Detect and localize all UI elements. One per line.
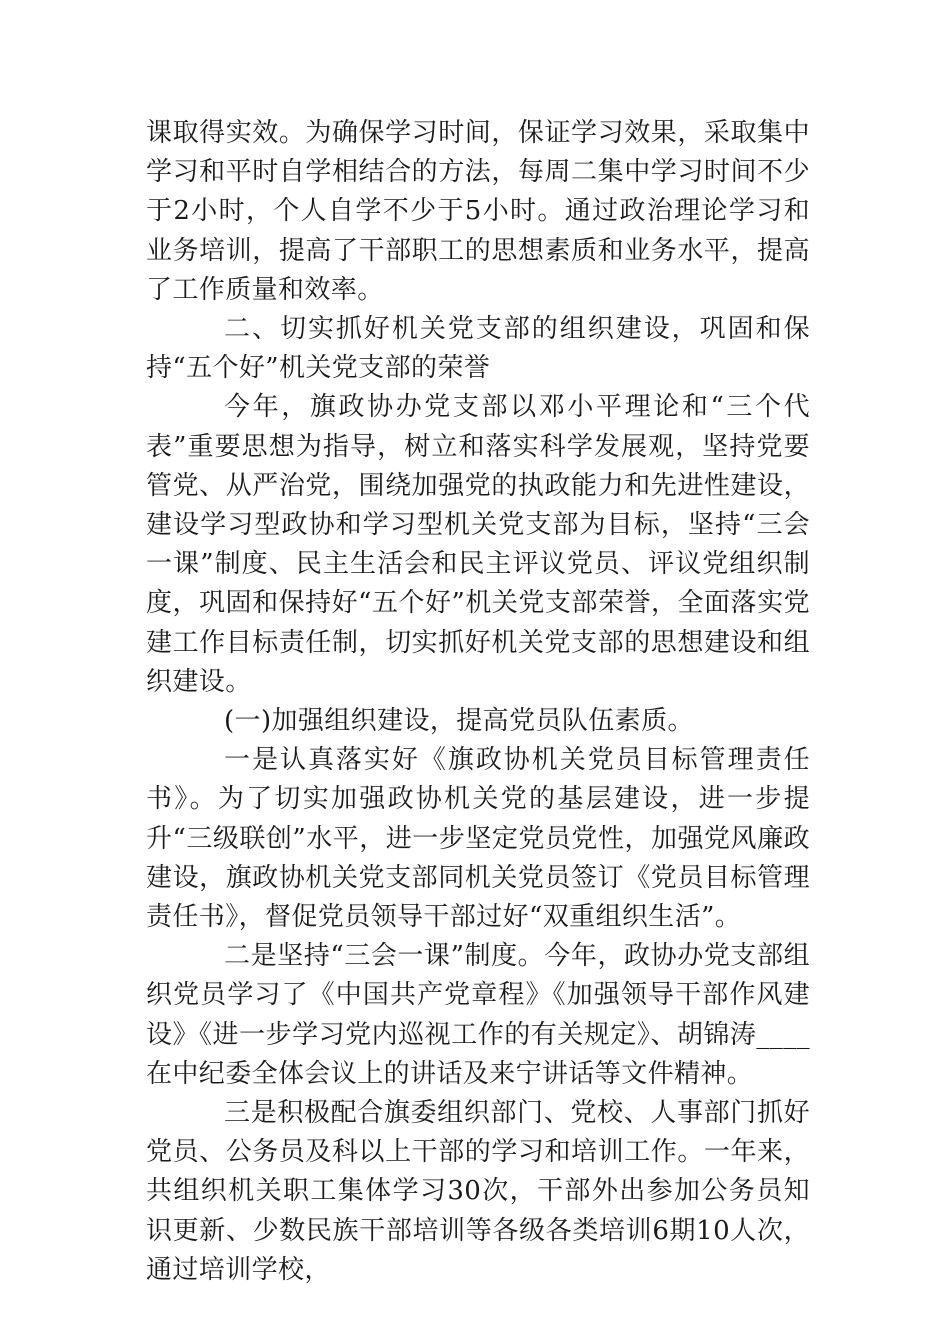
paragraph-item-1: 一是认真落实好《旗政协机关党员目标管理责任书》。为了切实加强政协机关党的基层建设，进一步提升“三级联创”水平，进一步坚定党员党性，加强党风廉政建设，旗政协机关党支部同机关党员签订《党员目标管理责任书》，督促党员领导干部过好“双重组织生活”。: [146, 745, 810, 933]
paragraph-continuation: 课取得实效。为确保学习时间，保证学习效果，采取集中学习和平时自学相结合的方法，每周二集中学习时间不少于2小时，个人自学不少于5小时。通过政治理论学习和业务培训，提高了干部职工的思想素质和业务水平，提高了工作质量和效率。: [146, 118, 810, 305]
subsection-heading: (一)加强组织建设，提高党员队伍素质。: [224, 706, 694, 737]
document-body: [146, 114, 810, 1290]
paragraph-item-2: 二是坚持“三会一课”制度。今年，政协办党支部组织党员学习了《中国共产党章程》《加强领导干部作风建设》《进一步学习党内巡视工作的有关规定》、胡锦涛____在中纪委全体会议上的讲话及来宁讲话等文件精神。: [146, 941, 810, 1089]
section-heading: 二、切实抓好机关党支部的组织建设，巩固和保持“五个好”机关党支部的荣誉: [146, 314, 810, 384]
paragraph-intro: 今年，旗政协办党支部以邓小平理论和“三个代表”重要思想为指导，树立和落实科学发展观，坚持党要管党、从严治党，围绕加强党的执政能力和先进性建设，建设学习型政协和学习型机关党支部为目标，坚持“三会一课”制度、民主生活会和民主评议党员、评议党组织制度，巩固和保持好“五个好”机关党支部荣誉，全面落实党建工作目标责任制，切实抓好机关党支部的思想建设和组织建设。: [146, 392, 810, 697]
paragraph-item-3: 三是积极配合旗委组织部门、党校、人事部门抓好党员、公务员及科以上干部的学习和培训工作。一年来，共组织机关职工集体学习30次，干部外出参加公务员知识更新、少数民族干部培训等各级各类培训6期10人次，通过培训学校，: [146, 1098, 810, 1285]
